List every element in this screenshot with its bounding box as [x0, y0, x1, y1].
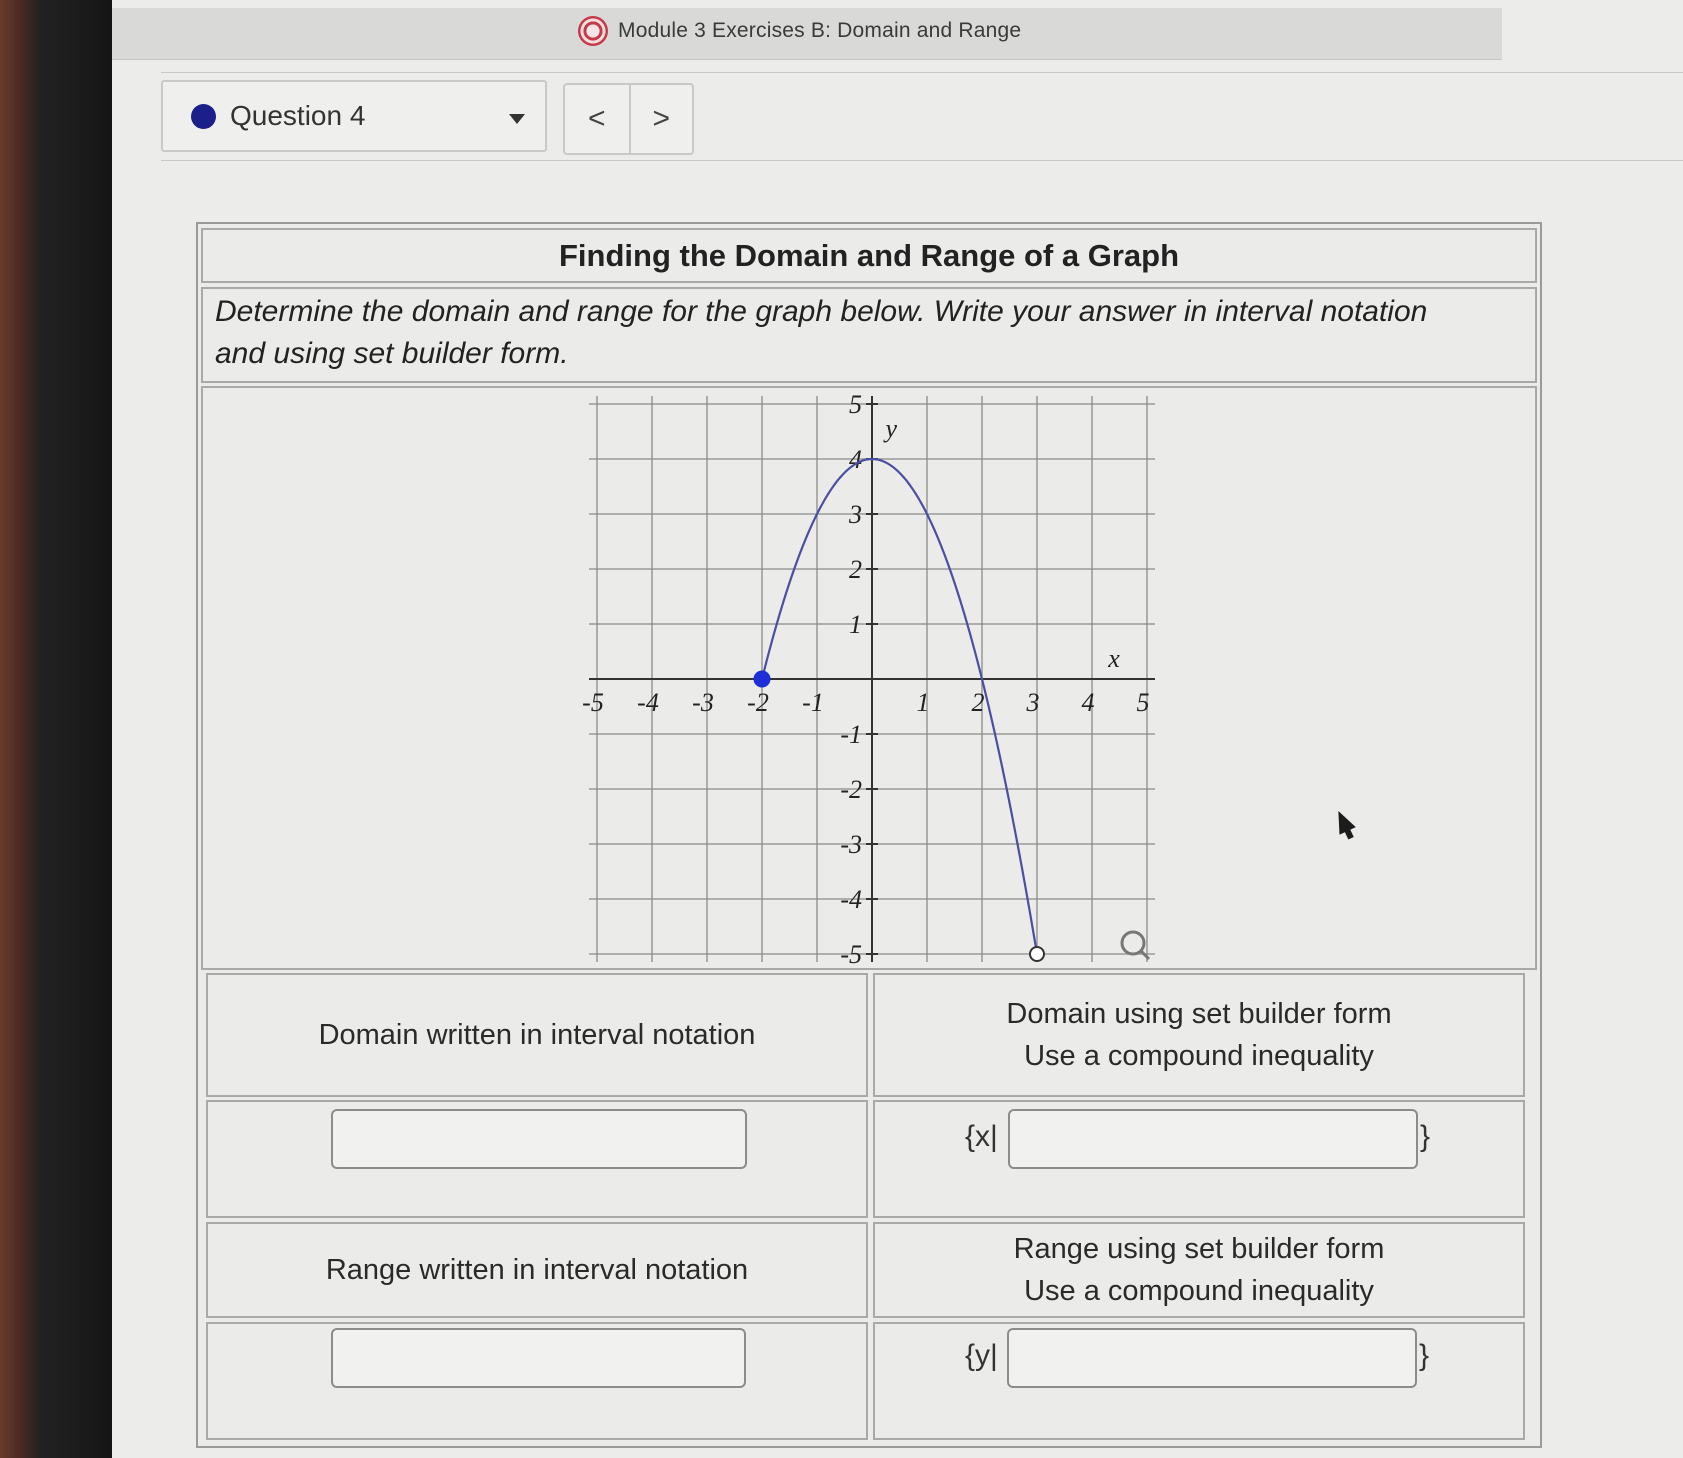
- range-interval-label: Range written in interval notation: [325, 1254, 749, 1286]
- domain-set-prefix: {x|: [965, 1120, 998, 1153]
- x-tick-label: -2: [747, 688, 769, 717]
- y-tick-label: 3: [849, 500, 862, 529]
- range-interval-input[interactable]: [331, 1328, 746, 1388]
- x-tick-label: -3: [692, 688, 714, 717]
- domain-set-suffix: }: [1420, 1120, 1431, 1153]
- module-header: [578, 16, 1021, 46]
- domain-setbuilder-label-cell: [873, 973, 1525, 1097]
- caret-down-icon: [509, 114, 525, 124]
- x-axis-label: x: [1108, 644, 1120, 673]
- question-label: Question 4: [230, 100, 366, 131]
- range-set-prefix: {y|: [965, 1339, 998, 1372]
- x-tick-label: 4: [1081, 688, 1095, 717]
- range-setbuilder-hint: Use a compound inequality: [1024, 1275, 1374, 1307]
- domain-range-graph: [560, 385, 1160, 985]
- instruction-line-2: and using set builder form.: [215, 337, 569, 370]
- x-tick-label: 3: [1026, 688, 1040, 717]
- next-question-button[interactable]: >: [629, 85, 693, 153]
- x-tick-label: -5: [582, 688, 604, 717]
- y-axis-label: y: [885, 414, 898, 443]
- y-tick-label: -5: [840, 940, 862, 969]
- question-nav: [563, 83, 694, 155]
- prev-question-button[interactable]: <: [587, 102, 606, 135]
- domain-setbuilder-label: Domain using set builder form: [1006, 998, 1392, 1030]
- question-dropdown[interactable]: [161, 80, 547, 152]
- open-endpoint: [1030, 947, 1044, 961]
- x-tick-label: 1: [916, 688, 930, 717]
- range-interval-label-cell: [206, 1222, 868, 1318]
- y-tick-label: -1: [840, 720, 862, 749]
- range-setbuilder-input[interactable]: [1007, 1328, 1417, 1388]
- domain-setbuilder-input[interactable]: [1008, 1109, 1418, 1169]
- range-set-suffix: }: [1419, 1339, 1430, 1372]
- monitor-bezel: [0, 0, 112, 1458]
- range-setbuilder-label: Range using set builder form: [1013, 1233, 1385, 1265]
- magnifier-icon[interactable]: [1122, 932, 1149, 959]
- y-tick-label: -2: [840, 775, 862, 804]
- x-tick-label: -4: [637, 688, 659, 717]
- module-title: Module 3 Exercises B: Domain and Range: [618, 19, 1022, 42]
- y-tick-label: -3: [840, 830, 862, 859]
- header-divider: [161, 72, 1683, 73]
- university-seal-icon: [578, 16, 608, 46]
- range-setbuilder-label-cell: [873, 1222, 1525, 1318]
- y-tick-label: 5: [849, 390, 862, 419]
- y-tick-label: 1: [849, 610, 862, 639]
- y-tick-label: 4: [849, 445, 862, 474]
- closed-endpoint: [754, 671, 770, 687]
- x-tick-label: 2: [971, 688, 985, 717]
- y-tick-label: 2: [849, 555, 862, 584]
- domain-interval-label: Domain written in interval notation: [318, 1019, 756, 1051]
- problem-title: Finding the Domain and Range of a Graph: [201, 228, 1537, 283]
- x-tick-label: -1: [802, 688, 824, 717]
- domain-setbuilder-hint: Use a compound inequality: [1024, 1040, 1374, 1072]
- domain-interval-input[interactable]: [331, 1109, 747, 1169]
- instruction-line-1: Determine the domain and range for the graph below. Write your answer in interval notation: [215, 295, 1428, 328]
- x-tick-label: 5: [1136, 688, 1150, 717]
- y-tick-label: -4: [840, 885, 862, 914]
- nav-divider: [161, 160, 1683, 161]
- problem-instructions: [201, 287, 1537, 383]
- graph-points: [754, 671, 1044, 961]
- question-status-dot: [191, 104, 216, 129]
- graph-axes: [589, 396, 1155, 962]
- domain-interval-label-cell: [206, 973, 868, 1097]
